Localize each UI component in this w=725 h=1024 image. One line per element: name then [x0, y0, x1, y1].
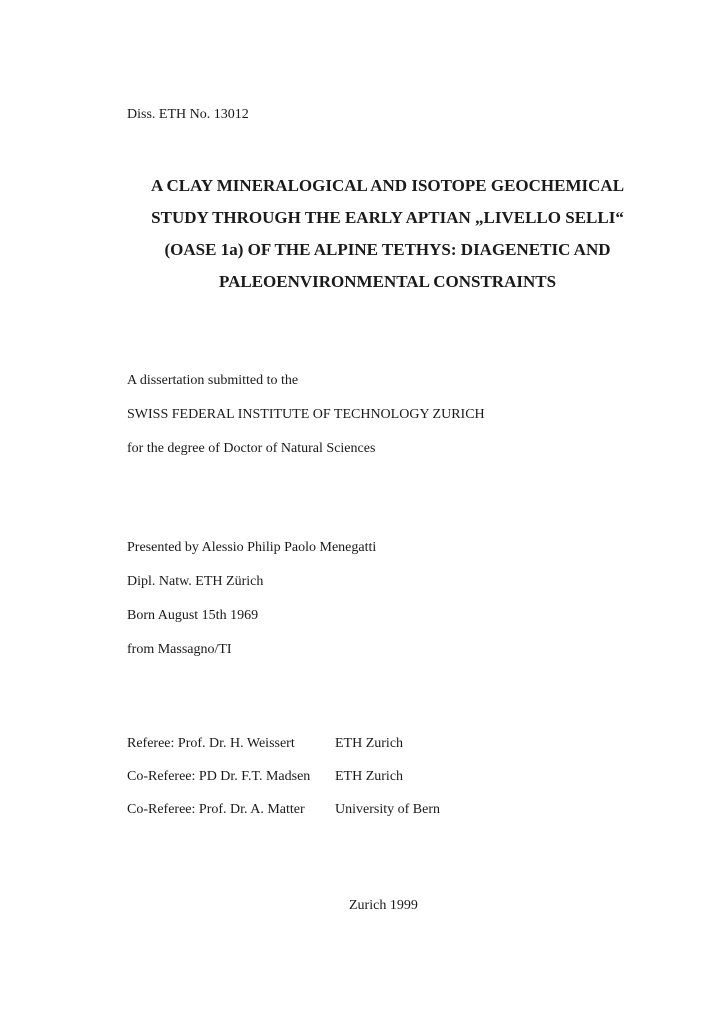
- degree-line: for the degree of Doctor of Natural Sciences: [127, 441, 376, 456]
- title-line: PALEOENVIRONMENTAL CONSTRAINTS: [218, 272, 557, 291]
- title-line: (OASE 1a) OF THE ALPINE TETHYS: DIAGENETIC AND: [164, 240, 611, 259]
- author-origin: from Massagno/TI: [127, 642, 232, 657]
- title-line: A CLAY MINERALOGICAL AND ISOTOPE GEOCHEMICAL: [150, 176, 625, 195]
- referee-institution: University of Bern: [335, 802, 440, 817]
- referee-row: [127, 793, 535, 826]
- referee-row: [127, 760, 535, 793]
- referee-name: Co-Referee: PD Dr. F.T. Madsen: [127, 769, 311, 784]
- referee-name: Referee: Prof. Dr. H. Weissert: [127, 736, 295, 751]
- referee-institution: ETH Zurich: [335, 736, 404, 751]
- title-line: STUDY THROUGH THE EARLY APTIAN „LIVELLO SELLI“: [151, 208, 624, 227]
- dissertation-number: Diss. ETH No. 13012: [127, 107, 249, 122]
- submission-line: A dissertation submitted to the: [127, 373, 299, 388]
- author-birthdate: Born August 15th 1969: [127, 608, 259, 623]
- place-and-year: Zurich 1999: [349, 898, 418, 913]
- referees-list: [127, 727, 535, 826]
- submission-statement: [127, 364, 485, 466]
- author-degree: Dipl. Natw. ETH Zürich: [127, 574, 264, 589]
- dissertation-title: [120, 170, 655, 298]
- referee-institution: ETH Zurich: [335, 769, 404, 784]
- author-name: Presented by Alessio Philip Paolo Menegatti: [127, 540, 377, 555]
- institution-name: SWISS FEDERAL INSTITUTE OF TECHNOLOGY ZURICH: [127, 407, 485, 422]
- referee-name: Co-Referee: Prof. Dr. A. Matter: [127, 802, 305, 817]
- author-details: [127, 531, 376, 667]
- referee-row: [127, 727, 535, 760]
